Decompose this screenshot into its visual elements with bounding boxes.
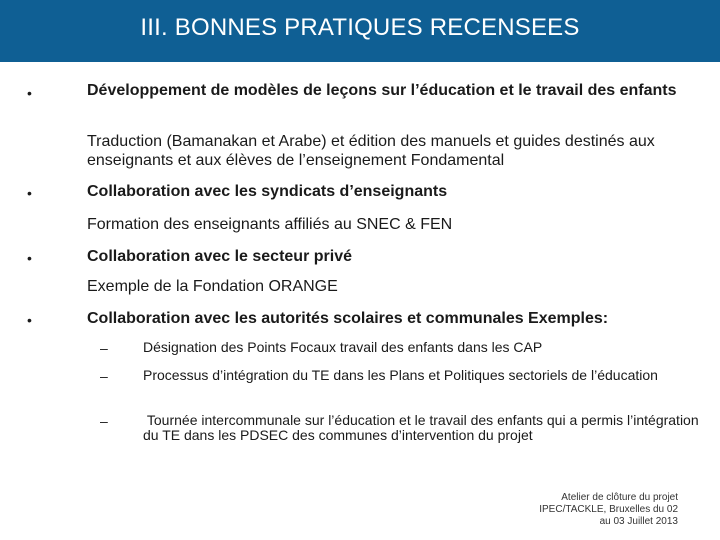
title-bar: [0, 0, 720, 62]
sub-bullet-dash: –: [100, 340, 108, 356]
sub-item-intercommunal-tour: Tournée intercommunale sur l’éducation et le travail des enfants qui a permis l’intégration du TE dans les PDSEC des communes d’intervention du projet: [143, 412, 703, 443]
bullet-marker: •: [27, 250, 32, 266]
sub-bullet-dash: –: [100, 368, 108, 384]
bullet-heading-private-sector: Collaboration avec le secteur privé: [87, 248, 352, 265]
bullet-marker: •: [27, 85, 32, 101]
footer-note: [478, 492, 678, 528]
bullet-marker: •: [27, 185, 32, 201]
footer-line: Atelier de clôture du projet: [561, 492, 678, 503]
bullet-marker: •: [27, 312, 32, 328]
bullet-detail-orange: Exemple de la Fondation ORANGE: [87, 278, 338, 295]
sub-item-integration-process: Processus d’intégration du TE dans les Plans et Politiques sectoriels de l’éducation: [143, 367, 658, 383]
bullet-detail-training: Formation des enseignants affiliés au SNEC & FEN: [87, 216, 453, 233]
bullet-heading-unions: Collaboration avec les syndicats d’enseignants: [87, 183, 448, 200]
sub-bullet-dash: –: [100, 413, 108, 429]
bullet-heading-lessons: Développement de modèles de leçons sur l’éducation et le travail des enfants: [87, 82, 677, 99]
bullet-detail-translation: Traduction (Bamanakan et Arabe) et édition des manuels et guides destinés aux enseignants et aux élèves de l’enseignement Fondamental: [87, 133, 655, 169]
slide-title: III. BONNES PRATIQUES RECENSEES: [140, 14, 580, 41]
footer-line: IPEC/TACKLE, Bruxelles du 02: [539, 504, 678, 515]
bullet-heading-authorities: Collaboration avec les autorités scolaires et communales Exemples:: [87, 310, 609, 327]
sub-item-focal-points: Désignation des Points Focaux travail des enfants dans les CAP: [143, 339, 543, 355]
footer-line: au 03 Juillet 2013: [599, 516, 678, 527]
